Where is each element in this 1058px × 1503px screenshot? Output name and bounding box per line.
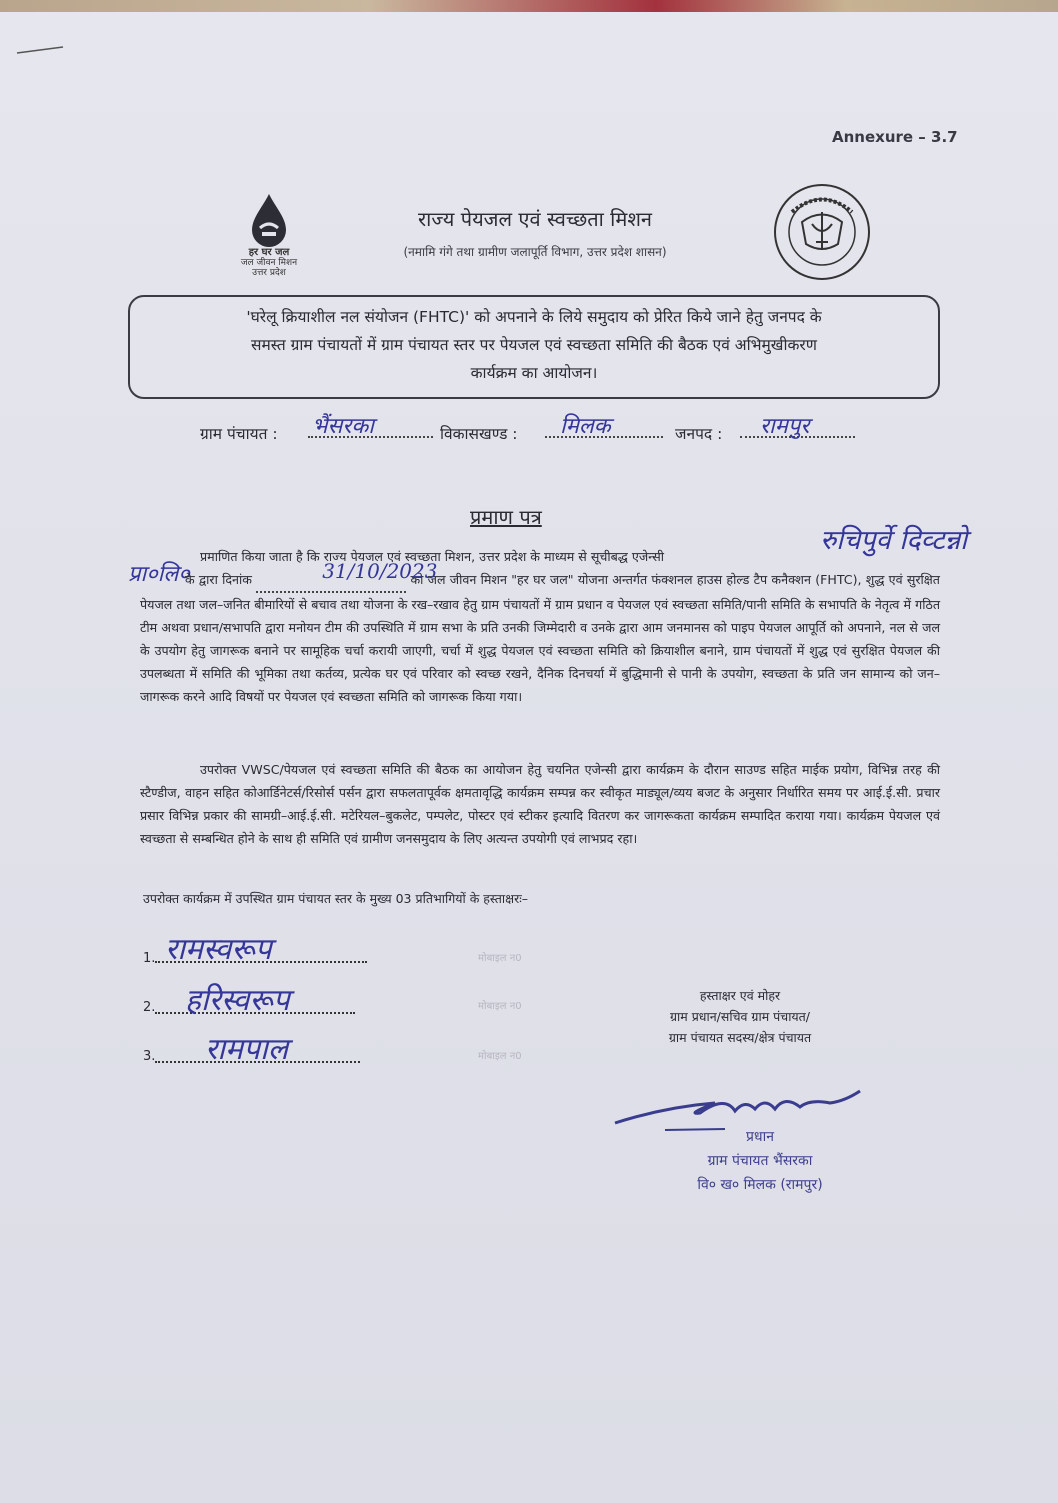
program-heading-box <box>128 295 940 399</box>
seal-line: ग्राम प्रधान/सचिव ग्राम पंचायत/ <box>669 1009 811 1024</box>
mobile-label-faint: मोबाइल न0 <box>478 953 522 964</box>
janpad-label: जनपद : <box>675 425 723 443</box>
participant-number: 2. <box>143 1000 156 1015</box>
participant-signature: रामपाल <box>205 1032 289 1067</box>
stamp-line: ग्राम पंचायत भैंसरका <box>707 1153 813 1169</box>
logo-text-line: उत्तर प्रदेश <box>252 268 286 278</box>
stamp-line: वि० ख० मिलक (रामपुर) <box>697 1177 823 1193</box>
har-ghar-jal-logo <box>224 190 314 295</box>
heading-line-2: समस्त ग्राम पंचायतों में ग्राम पंचायत स्तर पर पेयजल एवं स्वच्छता समिति की बैठक एवं अभिमुखीकरण <box>251 336 817 354</box>
mission-subtitle: (नमामि गंगे तथा ग्रामीण जलापूर्ति विभाग, उत्तर प्रदेश शासन) <box>403 245 667 259</box>
pradhan-stamp <box>680 1125 840 1197</box>
water-drop-icon <box>224 190 314 250</box>
certificate-title: प्रमाण पत्र <box>470 505 542 529</box>
annexure-label: Annexure – 3.7 <box>832 128 958 146</box>
logo-text-line: हर घर जल <box>248 247 290 258</box>
mobile-label-faint: मोबाइल न0 <box>478 1051 522 1062</box>
heading-line-3: कार्यक्रम का आयोजन। <box>470 364 598 382</box>
up-state-emblem-icon <box>772 182 872 282</box>
agency-suffix-handwritten: प्रा०लि० <box>128 562 190 587</box>
heading-line-1: 'घरेलू क्रियाशील नल संयोजन (FHTC)' को अपनाने के लिये समुदाय को प्रेरित किये जाने हेतु जनपद के <box>246 308 822 326</box>
pen-mark <box>15 45 65 55</box>
para1-text-b: के द्वारा दिनांक <box>185 572 252 587</box>
mobile-label-faint: मोबाइल न0 <box>478 1001 522 1012</box>
vikaskhand-value: मिलक <box>560 414 611 439</box>
seal-label: हस्ताक्षर एवं मोहर <box>699 988 781 1003</box>
participant-signature: हरिस्वरूप <box>185 983 290 1018</box>
vikaskhand-label: विकासखण्ड : <box>440 425 518 443</box>
para1-text-c: को जल जीवन मिशन "हर घर जल" योजना अन्तर्गत फंक्शनल हाउस होल्ड टैप कनैक्शन (FHTC), शुद्ध एवं सुरक्षित पेयजल तथा जल–जनित बीमारियों से बचाव तथा योजना के रख–रखाव हेतु ग्राम पंचायतों में ग्राम प्रधान व पेयजल एवं स्वच्छता समिति/पानी समिति के सभापति के नेतृत्व में गठित टीम अथवा प्रधान/सभापति द्वारा मनोयन टीम की उपस्थिति में ग्राम सभा के प्रति उनकी जिम्मेदारी व उनके द्वारा आम जनमानस को पाइप पेयजल आपूर्ति को अपनाने, नल से जल के उपयोग हेतु जागरूक बनाने पर सामूहिक चर्चा करायी जाएगी, चर्चा में शुद्ध पेयजल एवं स्वच्छता समिति को क्रियाशील बनाने, ग्राम पंचायतों में शुद्ध एवं सुरक्षित पेयजल की उपलब्धता में समिति की भूमिका तथा कर्तव्य, प्रत्येक घर एवं परिवार को स्वच्छ रखने, दैनिक दिनचर्या में बुद्धिमानी से पानी के उपयोग, स्वच्छता के प्रति जन सामान्य को जन–जागरूक करने आदि विषयों पर पेयजल एवं स्वच्छता समिति को जागरूक किया गया। <box>140 572 941 704</box>
mission-title: राज्य पेयजल एवं स्वच्छता मिशन <box>417 207 653 231</box>
stamp-line: प्रधान <box>746 1129 774 1145</box>
participant-signature: रामस्वरूप <box>165 932 272 967</box>
participant-number: 3. <box>143 1049 156 1064</box>
gram-panchayat-label: ग्राम पंचायत : <box>200 425 278 443</box>
date-dotted-line <box>256 559 438 593</box>
location-fields <box>200 410 920 450</box>
agency-name-handwritten: रुचिपुर्वे दिव्टन्नो <box>820 525 968 556</box>
gram-panchayat-value: भैंसरका <box>312 414 374 439</box>
seal-line: ग्राम पंचायत सदस्य/क्षेत्र पंचायत <box>668 1030 812 1045</box>
participants-intro: उपरोक्त कार्यक्रम में उपस्थित ग्राम पंचायत स्तर के मुख्य 03 प्रतिभागियों के हस्ताक्षरः– <box>143 891 528 906</box>
date-handwritten: 31/10/2023 <box>322 559 438 583</box>
para2-text: उपरोक्त VWSC/पेयजल एवं स्वच्छता समिति की बैठक का आयोजन हेतु चयनित एजेन्सी द्वारा कार्यक्रम के दौरान साउण्ड सहित माईक प्रयोग, विभिन्न तरह की स्टैण्डीज, वाहन सहित कोआर्डिनेटर्स/रिसोर्स पर्सन द्वारा सफलतापूर्वक क्षमतावृद्धि कार्यक्रम सम्पन्न कर स्वीकृत माड्यूल/व्यय बजट के अनुसार निर्धारित समय पर आई.ई.सी. प्रचार प्रसार विभिन्न प्रकार की सामग्री–आई.ई.सी. मटेरियल–बुकलेट, पम्पलेट, पोस्टर एवं स्टीकर इत्यादि वितरण कर जागरूकता कार्यक्रम सम्पादित कराया गया। कार्यक्रम पेयजल एवं स्वच्छता से सम्बन्धित होने के साथ ही समिति एवं ग्रामीण जनसमुदाय के लिए अत्यन्त उपयोगी एवं लाभप्रद रहा। <box>140 762 940 846</box>
janpad-value: रामपुर <box>760 414 810 439</box>
participant-number: 1. <box>143 951 156 966</box>
para1-text-a: प्रमाणित किया जाता है कि राज्य पेयजल एवं स्वच्छता मिशन, उत्तर प्रदेश के माध्यम से सूचीबद्ध एजेन्सी <box>200 549 664 564</box>
seal-instructions <box>610 985 870 1048</box>
logo-text-line: जल जीवन मिशन <box>240 258 298 268</box>
certificate-paragraph-1 <box>140 545 940 708</box>
certificate-paragraph-2 <box>140 758 940 850</box>
